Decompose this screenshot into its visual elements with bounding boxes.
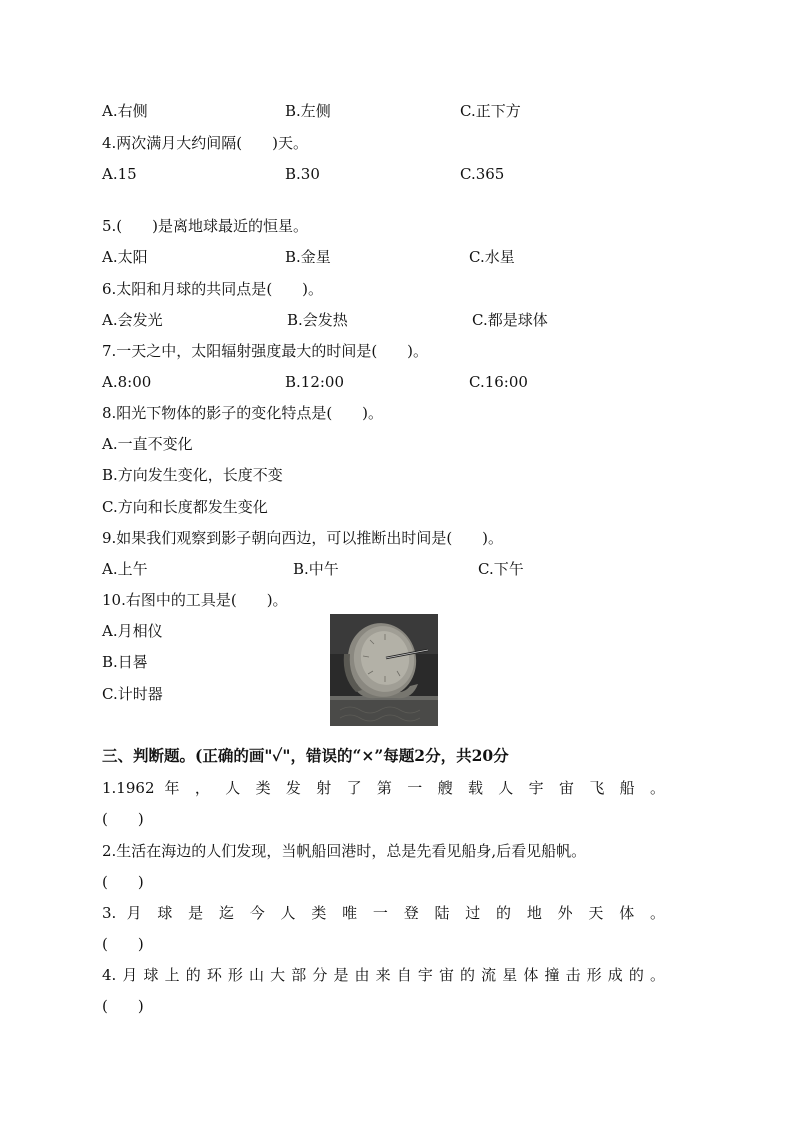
judge-3-paren: ( ) bbox=[102, 935, 144, 953]
q9-text: 9.如果我们观察到影子朝向西边，可以推断出时间是( )。 bbox=[102, 529, 504, 547]
q7-option-b: B.12:00 bbox=[285, 373, 345, 391]
judge-4-paren: ( ) bbox=[102, 997, 144, 1015]
judge-1-text: 1.1962 年 ， 人 类 发 射 了 第 一 艘 载 人 宇 宙 飞 船 。 bbox=[102, 779, 665, 797]
q5-text: 5.( )是离地球最近的恒星。 bbox=[102, 217, 309, 235]
q9-option-b: B.中午 bbox=[293, 560, 339, 578]
q5-option-b: B.金星 bbox=[285, 248, 331, 266]
q10-option-c: C.计时器 bbox=[102, 685, 163, 703]
q9-option-a: A.上午 bbox=[102, 560, 148, 578]
q7-option-c: C.16:00 bbox=[469, 373, 528, 391]
q8-option-b: B.方向发生变化，长度不变 bbox=[102, 466, 283, 484]
q8-text: 8.阳光下物体的影子的变化特点是( )。 bbox=[102, 404, 384, 422]
judge-2-text: 2.生活在海边的人们发现，当帆船回港时，总是先看见船身,后看见船帆。 bbox=[102, 842, 587, 860]
judge-3-text: 3. 月 球 是 迄 今 人 类 唯 一 登 陆 过 的 地 外 天 体 。 bbox=[102, 904, 665, 922]
q6-option-c: C.都是球体 bbox=[472, 311, 548, 329]
q5-option-a: A.太阳 bbox=[102, 248, 148, 266]
q7-text: 7.一天之中，太阳辐射强度最大的时间是( )。 bbox=[102, 342, 429, 360]
q9-option-c: C.下午 bbox=[478, 560, 524, 578]
q10-option-a: A.月相仪 bbox=[102, 622, 163, 640]
q5-option-c: C.水星 bbox=[469, 248, 515, 266]
q4-text: 4.两次满月大约间隔( )天。 bbox=[102, 134, 309, 152]
q4-option-b: B.30 bbox=[285, 165, 320, 183]
q8-option-c: C.方向和长度都发生变化 bbox=[102, 498, 268, 516]
q4-option-a: A.15 bbox=[102, 165, 137, 183]
q3-option-c: C.正下方 bbox=[460, 102, 521, 120]
q6-option-b: B.会发热 bbox=[287, 311, 348, 329]
judge-4-text: 4.月球上的环形山大部分是由来自宇宙的流星体撞击形成的。 bbox=[102, 966, 665, 984]
section-3-title: 三、判断题。(正确的画"✓"，错误的“×”每题2分，共20分 bbox=[102, 746, 509, 765]
q4-option-c: C.365 bbox=[460, 165, 505, 183]
q10-text: 10.右图中的工具是( )。 bbox=[102, 591, 288, 609]
q7-option-a: A.8:00 bbox=[102, 373, 152, 391]
q10-option-b: B.日晷 bbox=[102, 653, 148, 671]
q3-option-a: A.右侧 bbox=[102, 102, 148, 120]
q3-option-b: B.左侧 bbox=[285, 102, 331, 120]
q8-option-a: A.一直不变化 bbox=[102, 435, 193, 453]
q6-option-a: A.会发光 bbox=[102, 311, 163, 329]
sundial-photo-icon bbox=[330, 614, 438, 726]
judge-1-paren: ( ) bbox=[102, 810, 144, 828]
q6-text: 6.太阳和月球的共同点是( )。 bbox=[102, 280, 324, 298]
judge-2-paren: ( ) bbox=[102, 873, 144, 891]
